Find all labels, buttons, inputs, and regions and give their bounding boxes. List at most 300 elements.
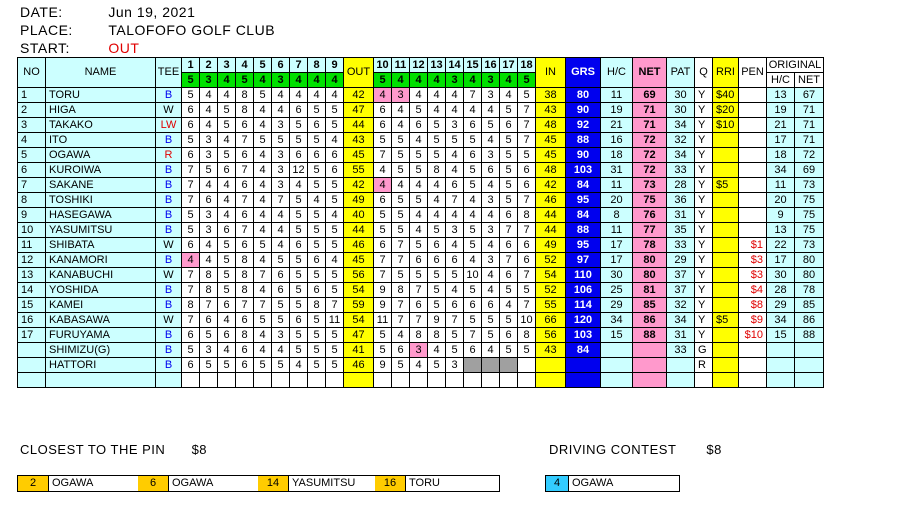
player-tee — [156, 178, 182, 193]
hole-score: 6 — [200, 313, 218, 328]
out-total: 41 — [344, 343, 374, 358]
hole-score: 5 — [500, 133, 518, 148]
hole-score: 7 — [518, 103, 536, 118]
putts: 29 — [667, 253, 695, 268]
penalty — [739, 163, 767, 178]
hole-score: 5 — [392, 358, 410, 373]
hole-score: 5 — [518, 343, 536, 358]
hole-score: 6 — [218, 163, 236, 178]
tee-marker: W — [163, 268, 174, 281]
hole-score: 5 — [218, 148, 236, 163]
hole-score: 4 — [446, 88, 464, 103]
in-total: 44 — [536, 208, 566, 223]
hole-number-header: 12 — [410, 58, 428, 73]
hole-number-header: 15 — [464, 58, 482, 73]
hole-score: 4 — [254, 148, 272, 163]
original-hc: 21 — [767, 118, 795, 133]
hole-score: 6 — [464, 343, 482, 358]
closest-to-pin-title: CLOSEST TO THE PIN — [20, 442, 166, 457]
qualifier: Y — [695, 298, 713, 313]
player-tee — [156, 133, 182, 148]
hole-score: 5 — [428, 298, 446, 313]
player-name: KUROIWA — [46, 163, 156, 178]
hole-score: 7 — [446, 193, 464, 208]
col-no-header: NO — [18, 58, 46, 88]
hole-score: 5 — [446, 343, 464, 358]
original-net: 80 — [795, 268, 824, 283]
in-total: 55 — [536, 298, 566, 313]
original-hc: 13 — [767, 88, 795, 103]
hole-score: 5 — [428, 358, 446, 373]
hole-score: 5 — [290, 193, 308, 208]
out-total: 45 — [344, 148, 374, 163]
handicap — [601, 358, 633, 373]
hole-score — [518, 373, 536, 388]
gross-score: 88 — [566, 223, 601, 238]
original-net: 85 — [795, 298, 824, 313]
in-total: 52 — [536, 283, 566, 298]
hole-score: 7 — [236, 223, 254, 238]
hole-score: 5 — [254, 313, 272, 328]
hole-score: 4 — [428, 178, 446, 193]
hole-score: 4 — [218, 208, 236, 223]
hole-score: 4 — [254, 328, 272, 343]
hole-score: 5 — [290, 223, 308, 238]
hole-score: 4 — [272, 208, 290, 223]
hole-score: 4 — [446, 238, 464, 253]
hole-score: 4 — [200, 238, 218, 253]
hole-score: 6 — [500, 268, 518, 283]
hole-score: 5 — [500, 163, 518, 178]
hole-score: 4 — [464, 103, 482, 118]
hole-score: 7 — [410, 313, 428, 328]
in-total: 46 — [536, 193, 566, 208]
player-tee — [156, 328, 182, 343]
penalty — [739, 343, 767, 358]
hole-score: 11 — [326, 313, 344, 328]
table-row — [18, 253, 824, 268]
hole-score: 7 — [182, 163, 200, 178]
hole-score: 4 — [482, 208, 500, 223]
hole-score: 4 — [254, 208, 272, 223]
player-tee — [156, 148, 182, 163]
player-tee — [156, 283, 182, 298]
handicap: 11 — [601, 178, 633, 193]
hole-score: 5 — [272, 358, 290, 373]
hole-score: 5 — [308, 328, 326, 343]
player-no — [18, 358, 46, 373]
hole-score: 8 — [428, 328, 446, 343]
qualifier: G — [695, 343, 713, 358]
table-row — [18, 118, 824, 133]
handicap: 34 — [601, 313, 633, 328]
hole-score: 6 — [428, 253, 446, 268]
hole-score: 3 — [272, 148, 290, 163]
hole-number-header: 18 — [518, 58, 536, 73]
qualifier: Y — [695, 148, 713, 163]
ctp-name: YASUMITSU — [292, 477, 356, 489]
hole-score: 4 — [410, 178, 428, 193]
hole-score: 6 — [446, 178, 464, 193]
par-cell: 4 — [254, 73, 272, 88]
handicap: 17 — [601, 238, 633, 253]
qualifier: Y — [695, 103, 713, 118]
out-total: 54 — [344, 313, 374, 328]
hole-number-header: 13 — [428, 58, 446, 73]
date-label: DATE: — [20, 4, 63, 20]
in-total — [536, 358, 566, 373]
in-total: 48 — [536, 163, 566, 178]
hole-score: 5 — [410, 163, 428, 178]
hole-score: 4 — [392, 118, 410, 133]
handicap: 29 — [601, 298, 633, 313]
original-net — [795, 358, 824, 373]
col-orig-hc-header: H/C — [767, 73, 795, 88]
out-total: 47 — [344, 328, 374, 343]
hole-score: 5 — [500, 148, 518, 163]
player-name: YOSHIDA — [46, 283, 156, 298]
hole-score: 4 — [392, 103, 410, 118]
hole-score: 7 — [182, 193, 200, 208]
hole-score — [428, 373, 446, 388]
place-row — [20, 22, 275, 38]
hole-score: 5 — [392, 163, 410, 178]
player-no: 4 — [18, 133, 46, 148]
hole-score: 6 — [500, 208, 518, 223]
original-hc: 30 — [767, 268, 795, 283]
gross-score: 84 — [566, 208, 601, 223]
hole-number-header: 17 — [500, 58, 518, 73]
par-cell: 3 — [446, 73, 464, 88]
player-name: FURUYAMA — [46, 328, 156, 343]
hole-score — [482, 358, 500, 373]
gross-score — [566, 358, 601, 373]
original-hc — [767, 373, 795, 388]
hole-score: 5 — [308, 343, 326, 358]
hole-score: 6 — [218, 223, 236, 238]
hole-score: 7 — [182, 283, 200, 298]
handicap: 20 — [601, 193, 633, 208]
qualifier: Y — [695, 238, 713, 253]
hole-score: 4 — [482, 268, 500, 283]
hole-score: 7 — [254, 268, 272, 283]
hole-score: 5 — [182, 223, 200, 238]
hole-score: 4 — [410, 208, 428, 223]
hole-score: 6 — [236, 343, 254, 358]
hole-score: 11 — [374, 313, 392, 328]
in-total: 44 — [536, 223, 566, 238]
putts: 30 — [667, 88, 695, 103]
hole-score: 5 — [374, 343, 392, 358]
hole-score: 5 — [326, 358, 344, 373]
net-score: 75 — [633, 193, 667, 208]
hole-score: 5 — [500, 178, 518, 193]
hole-score: 5 — [410, 268, 428, 283]
hole-score: 5 — [218, 358, 236, 373]
original-hc: 13 — [767, 223, 795, 238]
hole-score: 4 — [482, 103, 500, 118]
rri-amount — [713, 343, 739, 358]
start-label: START: — [20, 40, 70, 56]
ctp-winner — [375, 476, 499, 491]
col-tee-header: TEE — [156, 58, 182, 88]
score-table — [17, 57, 824, 388]
table-row — [18, 223, 824, 238]
qualifier — [695, 373, 713, 388]
hole-score: 3 — [410, 343, 428, 358]
par-cell: 3 — [200, 73, 218, 88]
ctp-winner — [18, 476, 138, 491]
hole-score: 5 — [326, 343, 344, 358]
penalty — [739, 238, 767, 253]
table-row — [18, 313, 824, 328]
rri-amount: $40 — [713, 88, 739, 103]
hole-score: 3 — [272, 163, 290, 178]
original-net — [795, 373, 824, 388]
hole-score: 6 — [290, 103, 308, 118]
hole-score — [482, 373, 500, 388]
start-value: OUT — [108, 40, 140, 56]
player-no: 9 — [18, 208, 46, 223]
putts: 37 — [667, 283, 695, 298]
penalty — [739, 208, 767, 223]
handicap: 19 — [601, 103, 633, 118]
hole-score: 5 — [290, 253, 308, 268]
hole-score: 6 — [236, 178, 254, 193]
penalty-amount: $4 — [750, 283, 763, 296]
hole-score: 4 — [254, 193, 272, 208]
hole-score — [236, 373, 254, 388]
hole-score: 5 — [410, 238, 428, 253]
col-pat-header: PAT — [667, 58, 695, 88]
qualifier: Y — [695, 283, 713, 298]
putts — [667, 373, 695, 388]
hole-score: 5 — [290, 298, 308, 313]
penalty-amount: $10 — [744, 328, 763, 341]
net-score: 76 — [633, 208, 667, 223]
hole-score: 3 — [272, 118, 290, 133]
dc-name: OGAWA — [572, 477, 614, 489]
hole-score: 6 — [464, 148, 482, 163]
hole-score: 4 — [218, 343, 236, 358]
hole-score: 5 — [410, 193, 428, 208]
hole-number-header: 4 — [236, 58, 254, 73]
out-total: 56 — [344, 268, 374, 283]
hole-score: 8 — [410, 328, 428, 343]
hole-score: 5 — [218, 118, 236, 133]
table-row — [18, 238, 824, 253]
net-score: 72 — [633, 163, 667, 178]
hole-score: 5 — [308, 238, 326, 253]
hole-score: 3 — [446, 118, 464, 133]
player-tee — [156, 373, 182, 388]
hole-score — [374, 373, 392, 388]
hole-score: 7 — [392, 238, 410, 253]
table-row — [18, 208, 824, 223]
original-net: 75 — [795, 193, 824, 208]
hole-score: 4 — [446, 208, 464, 223]
hole-score: 6 — [482, 298, 500, 313]
out-total: 43 — [344, 133, 374, 148]
hole-score: 7 — [518, 118, 536, 133]
player-tee — [156, 193, 182, 208]
out-total: 59 — [344, 298, 374, 313]
hole-score: 4 — [500, 298, 518, 313]
col-grs-header: GRS — [566, 58, 601, 88]
hole-score: 5 — [392, 268, 410, 283]
qualifier: Y — [695, 133, 713, 148]
rri-amount — [713, 268, 739, 283]
hole-score: 6 — [446, 253, 464, 268]
hole-score: 8 — [236, 88, 254, 103]
handicap: 8 — [601, 208, 633, 223]
tee-marker: R — [164, 148, 173, 161]
out-total — [344, 373, 374, 388]
hole-score: 6 — [236, 148, 254, 163]
hole-score: 5 — [374, 223, 392, 238]
handicap: 15 — [601, 328, 633, 343]
hole-score: 7 — [182, 268, 200, 283]
player-tee — [156, 253, 182, 268]
net-score: 77 — [633, 223, 667, 238]
hole-score: 5 — [254, 133, 272, 148]
original-hc: 29 — [767, 298, 795, 313]
hole-score: 6 — [308, 118, 326, 133]
col-orig-net-header: NET — [795, 73, 824, 88]
tee-marker: B — [164, 298, 173, 311]
hole-score: 9 — [374, 283, 392, 298]
hole-score: 5 — [326, 193, 344, 208]
hole-score: 5 — [272, 133, 290, 148]
hole-score: 7 — [374, 148, 392, 163]
hole-score: 5 — [392, 193, 410, 208]
par-cell: 5 — [374, 73, 392, 88]
table-row — [18, 163, 824, 178]
hole-score: 6 — [182, 328, 200, 343]
hole-score: 7 — [254, 298, 272, 313]
player-no: 12 — [18, 253, 46, 268]
col-rri-header: RRI — [713, 58, 739, 88]
hole-score: 5 — [272, 253, 290, 268]
in-total — [536, 373, 566, 388]
hole-score: 8 — [182, 298, 200, 313]
penalty — [739, 268, 767, 283]
hole-score: 6 — [308, 253, 326, 268]
hole-score: 7 — [182, 313, 200, 328]
hole-score: 4 — [272, 103, 290, 118]
tee-marker: B — [164, 223, 173, 236]
handicap: 18 — [601, 148, 633, 163]
hole-score: 8 — [518, 208, 536, 223]
hole-score: 5 — [326, 328, 344, 343]
penalty-amount: $3 — [750, 268, 763, 281]
in-total: 45 — [536, 133, 566, 148]
hole-score: 5 — [200, 328, 218, 343]
hole-score — [446, 373, 464, 388]
hole-score: 8 — [236, 268, 254, 283]
hole-score: 7 — [500, 223, 518, 238]
hole-score: 5 — [464, 238, 482, 253]
hole-score: 6 — [500, 118, 518, 133]
hole-score: 5 — [482, 313, 500, 328]
hole-score: 6 — [182, 118, 200, 133]
hole-score: 5 — [464, 178, 482, 193]
in-total: 52 — [536, 253, 566, 268]
player-tee — [156, 223, 182, 238]
hole-score: 4 — [182, 253, 200, 268]
table-row — [18, 148, 824, 163]
hole-score: 8 — [236, 103, 254, 118]
hole-score: 6 — [182, 148, 200, 163]
out-total: 54 — [344, 283, 374, 298]
handicap: 25 — [601, 283, 633, 298]
player-name: KAMEI — [46, 298, 156, 313]
hole-score: 7 — [392, 253, 410, 268]
penalty — [739, 88, 767, 103]
hole-score: 8 — [518, 328, 536, 343]
hole-score: 8 — [200, 268, 218, 283]
hole-number-header: 16 — [482, 58, 500, 73]
gross-score: 84 — [566, 178, 601, 193]
hole-score: 5 — [428, 268, 446, 283]
hole-score: 4 — [410, 223, 428, 238]
gross-score — [566, 373, 601, 388]
player-no — [18, 343, 46, 358]
rri-amount — [713, 283, 739, 298]
original-net: 67 — [795, 88, 824, 103]
gross-score: 88 — [566, 133, 601, 148]
rri-amount — [713, 253, 739, 268]
in-total: 43 — [536, 103, 566, 118]
hole-score — [254, 373, 272, 388]
hole-score: 5 — [308, 178, 326, 193]
in-total: 42 — [536, 178, 566, 193]
hole-number-header: 5 — [254, 58, 272, 73]
hole-number-header: 14 — [446, 58, 464, 73]
hole-score: 4 — [254, 178, 272, 193]
hole-score — [272, 373, 290, 388]
tee-marker: B — [164, 193, 173, 206]
hole-score: 6 — [410, 298, 428, 313]
original-hc: 18 — [767, 148, 795, 163]
in-total: 45 — [536, 148, 566, 163]
hole-number-header: 6 — [272, 58, 290, 73]
table-row — [18, 283, 824, 298]
hole-score: 12 — [290, 163, 308, 178]
hole-score: 6 — [500, 328, 518, 343]
player-name: SAKANE — [46, 178, 156, 193]
putts: 37 — [667, 268, 695, 283]
hole-score: 5 — [182, 208, 200, 223]
hole-score: 5 — [326, 283, 344, 298]
ctp-name: TORU — [409, 477, 440, 489]
hole-score: 5 — [326, 223, 344, 238]
hole-score: 5 — [518, 88, 536, 103]
player-no: 1 — [18, 88, 46, 103]
player-no: 10 — [18, 223, 46, 238]
player-no: 11 — [18, 238, 46, 253]
par-cell: 5 — [518, 73, 536, 88]
net-score: 73 — [633, 178, 667, 193]
par-cell: 4 — [410, 73, 428, 88]
hole-score: 4 — [428, 343, 446, 358]
hole-score: 6 — [464, 118, 482, 133]
original-hc: 34 — [767, 313, 795, 328]
hole-score: 7 — [518, 298, 536, 313]
driving-contest-amount: $8 — [706, 442, 722, 457]
rri-amount — [713, 148, 739, 163]
hole-score: 4 — [218, 88, 236, 103]
